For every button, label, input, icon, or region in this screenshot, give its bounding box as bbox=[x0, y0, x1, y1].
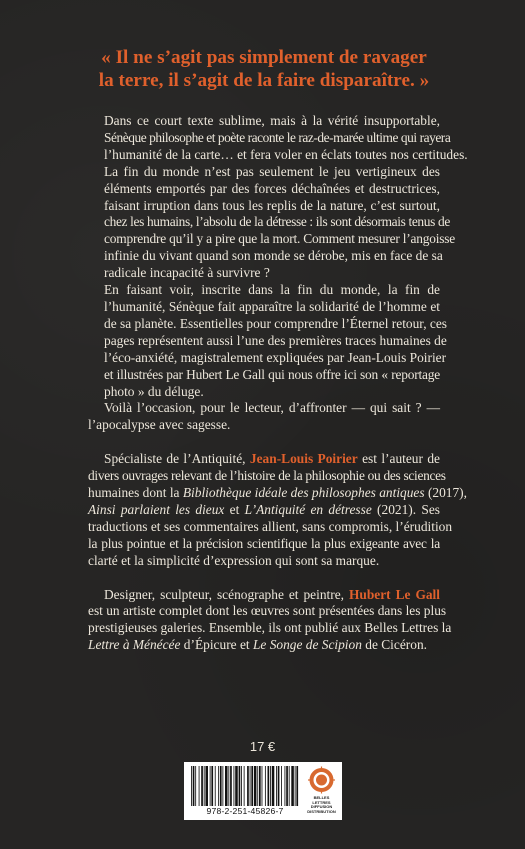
book-title: Lettre à Ménécée bbox=[88, 637, 181, 653]
text-line: la plus pointue et la précision scientifique la plus exigeante avec la bbox=[88, 535, 440, 551]
text-line bbox=[88, 502, 440, 519]
text-line: clarté et la simplicité d’expression qui sont sa marque. bbox=[88, 552, 380, 568]
bio-text: (2021). Ses bbox=[371, 501, 441, 517]
text-line bbox=[88, 587, 440, 604]
barcode-icon bbox=[190, 766, 300, 806]
text-line: l’apocalypse avec sagesse. bbox=[88, 417, 231, 433]
book-title: Ainsi parlaient les dieux bbox=[88, 501, 225, 517]
text-line: l’humanité de la carte… et fera voler en éclats toutes nos certitudes. bbox=[104, 146, 468, 162]
author-name: Jean-Louis Poirier bbox=[249, 451, 358, 467]
barcode-panel bbox=[184, 762, 342, 820]
text-line: Dans ce court texte sublime, mais à la vérité insupportable, bbox=[104, 113, 440, 128]
quote-line-2: la terre, il s’agit de la faire disparaître. » bbox=[98, 70, 430, 91]
text-line: de sa planète. Essentielles pour comprendre l’Éternel retour, ces bbox=[104, 315, 448, 331]
text-line: radicale incapacité à survivre ? bbox=[104, 265, 270, 281]
price-label: 17 € bbox=[249, 739, 276, 754]
text-line: faisant irruption dans tous les replis de la nature, c’est surtout, bbox=[104, 197, 440, 213]
text-line: l’éco-anxiété, magistralement expliquées par Jean-Louis Poirier bbox=[104, 349, 447, 365]
text-line: est un artiste complet dont les œuvres sont présentées dans les plus bbox=[88, 603, 447, 619]
text-line: divers ouvrages relevant de l’histoire de la philosophie ou des sciences bbox=[88, 468, 446, 484]
bio-text: Designer, sculpteur, scénographe et peintre, bbox=[104, 586, 349, 602]
bio-text: humaines dont la bbox=[88, 485, 183, 501]
bio-text: est l’auteur de bbox=[357, 451, 440, 467]
bio-text: d’Épicure et bbox=[180, 637, 253, 653]
logo-line: BELLES LETTRES bbox=[312, 795, 331, 805]
text-line: et illustrées par Hubert Le Gall qui nous offre ici son « reportage bbox=[104, 366, 440, 382]
text-line: traductions et ses commentaires allient, sans compromis, l’érudition bbox=[88, 518, 453, 534]
paragraph-3 bbox=[88, 282, 448, 400]
text-line: chez les humains, l’absolu de la détresse : ils sont désormais tenus de bbox=[104, 214, 450, 230]
text-line bbox=[88, 637, 440, 654]
text-line: l’humanité, Sénèque fait apparaître la solidarité de l’homme et bbox=[104, 298, 440, 314]
illustrator-name: Hubert Le Gall bbox=[348, 586, 440, 602]
quote-line-1: « Il ne s’agit pas simplement de ravager bbox=[101, 47, 427, 68]
bio-text: de Cicéron. bbox=[361, 637, 427, 653]
text-line: prestigieuses galeries. Ensemble, ils ont publié aux Belles Lettres la bbox=[88, 620, 452, 636]
text-line: La fin du monde n’est pas seulement le jeu vertigineux des bbox=[104, 163, 440, 179]
text-line: Sénèque philosophe et poète raconte le raz-de-marée ultime qui rayera bbox=[104, 129, 451, 145]
logo-line: DIFFUSION bbox=[310, 804, 333, 810]
bio-text: Spécialiste de l’Antiquité, bbox=[104, 451, 250, 467]
text-line: infinie du vivant quand son monde se dérobe, mis en face de sa bbox=[104, 248, 443, 264]
book-title: Bibliothèque idéale des philosophes antiques bbox=[182, 485, 425, 501]
distributor-logo bbox=[305, 766, 338, 816]
bio-text: (2017), bbox=[424, 485, 467, 501]
text-line: pages représentent aussi l’une des premières traces humaines de bbox=[104, 332, 447, 348]
book-title: Le Songe de Scipion bbox=[252, 637, 362, 653]
logo-line: DISTRIBUTION bbox=[307, 808, 336, 814]
sun-seal-icon bbox=[305, 766, 338, 796]
text-line: Voilà l’occasion, pour le lecteur, d’affronter — qui sait ? — bbox=[104, 400, 440, 416]
bio-text: et bbox=[224, 501, 245, 517]
text-line: comprendre qu’il y a pire que la mort. Comment mesurer l’angoisse bbox=[104, 231, 456, 247]
text-line: En faisant voir, inscrite dans la fin du monde, la fin de bbox=[104, 282, 440, 298]
illustrator-bio bbox=[88, 586, 452, 655]
text-line bbox=[88, 485, 467, 502]
author-bio bbox=[88, 451, 467, 569]
back-cover-text bbox=[88, 46, 468, 654]
paragraph-4 bbox=[88, 400, 440, 434]
isbn-number: 978-2-251-45826-7 bbox=[206, 806, 284, 816]
text-line bbox=[88, 451, 440, 468]
distributor-logo-text bbox=[305, 796, 338, 814]
paragraph-2 bbox=[88, 163, 456, 282]
pull-quote bbox=[88, 46, 440, 92]
text-line: photo » du déluge. bbox=[104, 383, 204, 399]
paragraph-1 bbox=[88, 113, 468, 164]
text-line: éléments emportés par des forces déchaînées et destructrices, bbox=[104, 180, 440, 196]
book-title: L’Antiquité en détresse bbox=[244, 501, 372, 517]
